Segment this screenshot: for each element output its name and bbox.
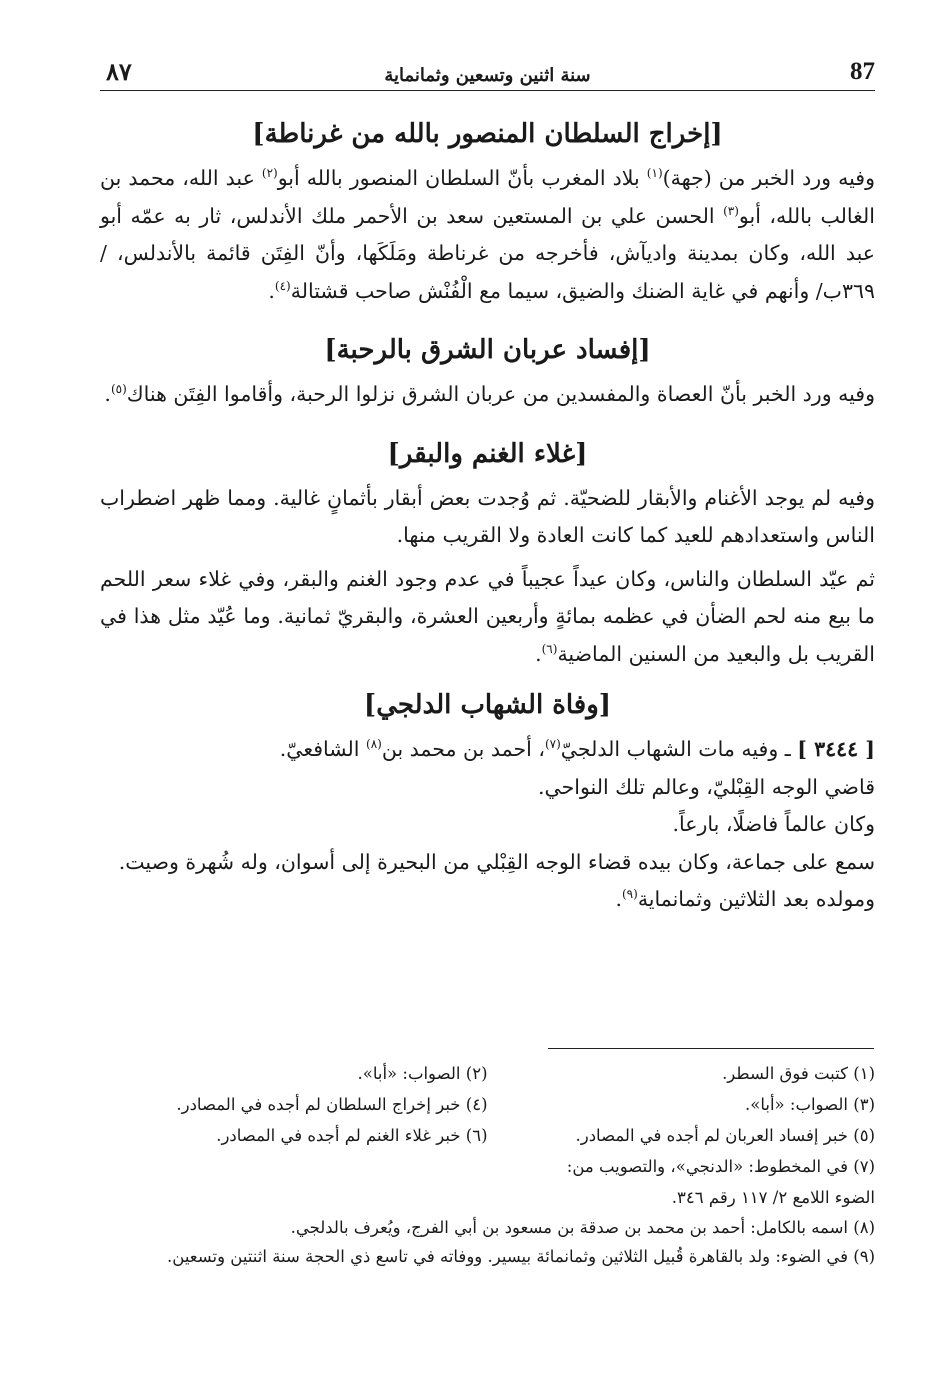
footnote-ref[interactable]: (٨): [366, 737, 382, 752]
footnote-separator: [548, 1048, 874, 1049]
section-title: [إخراج السلطان المنصور بالله من غرناطة]: [252, 119, 723, 149]
footnote: (٧) في المخطوط: «الدنجي»، والتصويب من:: [566, 1157, 875, 1176]
running-header: [100, 52, 875, 91]
footnote-ref[interactable]: (٤): [274, 278, 291, 293]
main-text: [100, 108, 875, 919]
footnote: (٩) في الضوء: ولد بالقاهرة قُبيل الثلاثين وثمانمائة بيسير. ووفاته في تاسع ذي الحجة سنة اثنتين وتسعين.: [167, 1247, 875, 1266]
footnote-ref[interactable]: (٧): [544, 737, 561, 752]
page-number-latin: 87: [850, 58, 875, 85]
paragraph: وفيه ورد الخبر من (جهة)$^{(١)}$ بلاد المغرب بأنّ السلطان المنصور بالله أبو$^{(٢)}$ عبد الله، محمد بن الغالب بالله، أبو$^{(٣)}$ الحسن علي بن المستعين سعد بن الأحمر ملك الأندلس، ثار به عمّه أبو عبد الله، وكان بمدينة واديآش، فأخرجه من غرناطة ومَلَكَها، وأنّ الفِتَن قائمة بالأندلس، / ٣٦٩ب/ وأنهم في غاية الضنك والضيق، سيما مع الْفُنْش صاحب قشتالة$^{(٤)}$.: [100, 166, 876, 303]
entry-number: [ ٣٤٤٤ ]: [797, 737, 875, 761]
footnote: (٤) خبر إخراج السلطان لم أجده في المصادر.: [176, 1095, 488, 1114]
footnote: (١) كتبت فوق السطر.: [722, 1064, 875, 1083]
paragraph: قاضي الوجه القِبْليّ، وعالم تلك النواحي.: [537, 774, 875, 799]
section-title: [إفساد عربان الشرق بالرحبة]: [324, 335, 651, 365]
biography-entry: [ ٣٤٤٤ ] ـ وفيه مات الشهاب الدلجيّ$^{(٧)}$، أحمد بن محمد بن$^{(٨)}$ الشافعيّ.: [279, 737, 875, 761]
paragraph: سمع على جماعة، وكان بيده قضاء الوجه القِبْلي من البحيرة إلى أسوان، وله شُهرة وصيت.: [118, 849, 875, 874]
paragraph: ومولده بعد الثلاثين وثمانماية$^{(٩)}$.: [615, 887, 875, 911]
paragraph: وفيه لم يوجد الأغنام والأبقار للضحيّة. ثم وُجدت بعض أبقار بأثمانٍ غالية. ومما ظهر اضطراب الناس واستعدادهم للعيد كما كانت العادة ولا القريب منها.: [100, 485, 875, 547]
paragraph: وفيه ورد الخبر بأنّ العصاة والمفسدين من عربان الشرق نزلوا الرحبة، وأقاموا الفِتَن هناك$^{(٥)}$.: [104, 382, 875, 406]
footnote-ref[interactable]: (٣): [723, 203, 739, 218]
running-title: سنة اثنين وتسعين وثمانماية: [384, 65, 591, 86]
footnote-ref[interactable]: (٩): [621, 887, 638, 902]
footnote: (٢) الصواب: «أبا».: [357, 1064, 488, 1083]
section-title: [غلاء الغنم والبقر]: [387, 438, 588, 469]
page-number-arabic: ٨٧: [106, 57, 132, 86]
paragraph: ثم عيّد السلطان والناس، وكان عيداً عجيباً في عدم وجود الغنم والبقر، وفي غلاء سعر اللحم ما بيع منه لحم الضأن في عظمه بمائةٍ وأربعين العشرة، والبقريّ ثمانية. وما عُيّد مثل هذا في القريب بل والبعيد من السنين الماضية$^{(٦)}$.: [100, 566, 875, 666]
footnote: (٣) الصواب: «أبا».: [745, 1095, 875, 1114]
footnote: (٥) خبر إفساد العربان لم أجده في المصادر.: [575, 1126, 875, 1145]
footnote-ref[interactable]: (٥): [110, 382, 127, 397]
paragraph: وكان عالماً فاضلًا، بارعاً.: [672, 812, 875, 836]
footnote-ref[interactable]: (٦): [541, 641, 558, 656]
section-title: [وفاة الشهاب الدلجي]: [363, 690, 612, 720]
footnote-continuation: الضوء اللامع ٢/ ١١٧ رقم ٣٤٦.: [671, 1188, 875, 1207]
footnote: (٨) اسمه بالكامل: أحمد بن محمد بن صدقة بن مسعود بن أبي الفرج، ويُعرف بالدلجي.: [290, 1218, 875, 1237]
footnotes: [100, 1058, 875, 1271]
footnote-ref[interactable]: (٢): [261, 166, 278, 181]
footnote-ref[interactable]: (١): [646, 166, 663, 181]
footnote: (٦) خبر غلاء الغنم لم أجده في المصادر.: [216, 1126, 488, 1145]
